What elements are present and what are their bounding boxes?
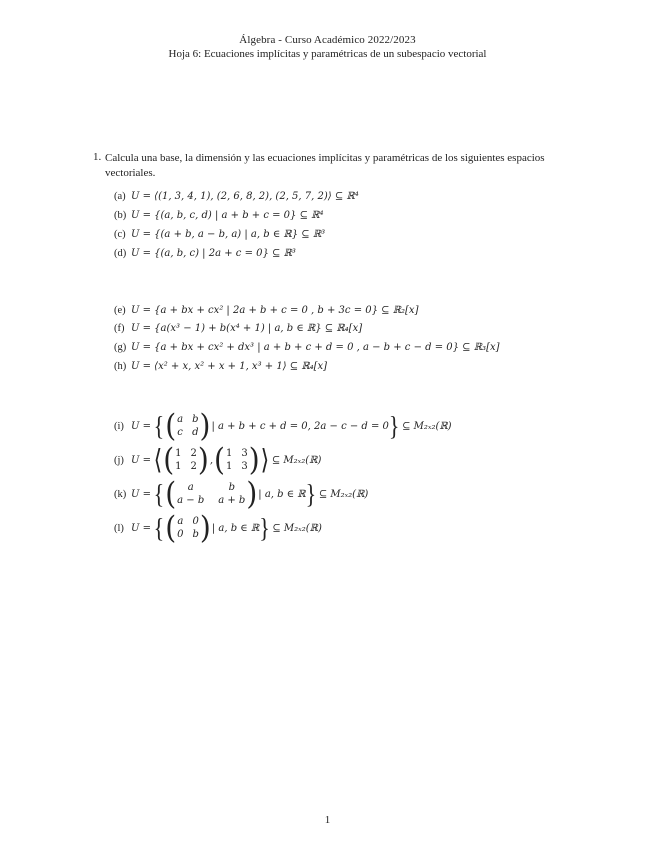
item-label: (d) [114, 248, 127, 259]
item-e [114, 305, 418, 316]
matrix-entry: a − b [177, 494, 205, 506]
matrix-left-paren: ( [165, 407, 177, 444]
item-lead: U = [131, 454, 151, 466]
matrix-entry: b [228, 481, 235, 493]
item-h [114, 361, 327, 372]
matrix-entry: 1 [225, 447, 233, 459]
matrix-left-paren: ( [163, 441, 175, 478]
item-expression: U = {(a, b, c, d) | a + b + c = 0} ⊆ ℝ⁴ [131, 210, 324, 221]
item-k [114, 475, 369, 512]
exercise-number: 1. [93, 151, 102, 163]
item-condition: | a, b ∈ ℝ [211, 522, 260, 534]
open-brace: { [153, 511, 165, 543]
matrix-entry: a + b [218, 494, 246, 506]
item-expression: U = ⟨x² + x, x² + x + 1, x³ + 1⟩ ⊆ ℝ₄[x] [131, 361, 328, 372]
open-angle: ⟨ [153, 443, 163, 475]
item-superset: ⊆ M₂ₓ₂(ℝ) [272, 522, 322, 534]
matrix-entry: 0 [177, 528, 184, 540]
item-label: (j) [114, 454, 124, 466]
item-lead: U = [131, 420, 151, 432]
item-expression: U = {a + bx + cx² | 2a + b + c = 0 , b + 3c = 0} ⊆ ℝ₂[x] [131, 305, 419, 316]
matrix-entry: a [177, 413, 184, 425]
close-brace: } [259, 511, 270, 543]
item-i [114, 407, 452, 444]
matrix-right-paren: ) [197, 441, 209, 478]
item-a [114, 191, 359, 202]
item-b [114, 210, 323, 221]
close-brace: } [388, 409, 400, 441]
matrix-right-paren: ) [199, 407, 211, 444]
matrix-right-paren: ) [199, 509, 211, 546]
item-condition: | a, b ∈ ℝ [258, 488, 306, 500]
matrix-right-paren: ) [248, 441, 260, 478]
comma: , [209, 454, 214, 466]
matrix [164, 475, 258, 512]
item-lead: U = [131, 522, 151, 534]
open-brace: { [153, 409, 165, 441]
matrix-right-paren: ) [246, 475, 258, 512]
item-superset: ⊆ M₂ₓ₂(ℝ) [318, 488, 369, 500]
item-superset: ⊆ M₂ₓ₂(ℝ) [271, 454, 322, 466]
matrix [213, 441, 261, 478]
item-label: (e) [114, 305, 126, 316]
exercise-statement: Calcula una base, la dimensión y las ecuaciones implícitas y paramétricas de los siguientes espacios vectoriales. [105, 152, 545, 179]
matrix-left-paren: ( [165, 509, 177, 546]
matrix-left-paren: ( [214, 441, 225, 478]
item-j [114, 441, 322, 478]
matrix-entry: 2 [190, 447, 197, 459]
item-superset: ⊆ M₂ₓ₂(ℝ) [402, 420, 452, 432]
page-number: 1 [324, 814, 331, 826]
item-label: (l) [114, 522, 124, 534]
matrix-entry: a [177, 515, 184, 527]
matrix-entry: 1 [175, 460, 182, 472]
matrix-entry: 3 [241, 447, 248, 459]
matrix-entry: a [187, 481, 194, 493]
matrix-entry: 1 [175, 447, 182, 459]
item-expression: U = {a + bx + cx² + dx³ | a + b + c + d = 0 , a − b + c − d = 0} ⊆ ℝ₃[x] [131, 342, 500, 353]
matrix-entry: b [192, 413, 199, 425]
matrix-entry: 3 [241, 460, 248, 472]
item-label: (c) [114, 229, 126, 240]
item-g [114, 342, 500, 353]
item-d [114, 248, 296, 259]
item-expression: U = {(a, b, c) | 2a + c = 0} ⊆ ℝ³ [131, 248, 296, 259]
item-label: (i) [114, 420, 124, 432]
matrix [162, 441, 210, 478]
item-c [114, 229, 325, 240]
matrix-entry: c [177, 426, 183, 438]
item-label: (k) [114, 488, 127, 500]
sheet-title: Álgebra - Curso Académico 2022/2023 [239, 34, 416, 46]
open-brace: { [153, 477, 165, 509]
item-expression: U = {a(x³ − 1) + b(x⁴ + 1) | a, b ∈ ℝ} ⊆ ℝ₄[x] [131, 323, 363, 334]
close-angle: ⟩ [260, 443, 270, 475]
item-expression: U = {(a + b, a − b, a) | a, b ∈ ℝ} ⊆ ℝ³ [131, 229, 326, 240]
matrix [164, 407, 211, 444]
item-l [114, 509, 322, 546]
item-condition: | a + b + c + d = 0, 2a − c − d = 0 [211, 420, 389, 432]
matrix-left-paren: ( [165, 475, 177, 512]
matrix-entry: 0 [192, 515, 199, 527]
item-lead: U = [131, 488, 151, 500]
close-brace: } [305, 477, 317, 509]
item-label: (h) [114, 361, 127, 372]
matrix-entry: d [192, 426, 199, 438]
matrix-entry: 1 [225, 460, 233, 472]
sheet-subtitle: Hoja 6: Ecuaciones implícitas y paramétricas de un subespacio vectorial [168, 48, 487, 60]
item-expression: U = ⟨(1, 3, 4, 1), (2, 6, 8, 2), (2, 5, 7, 2)⟩ ⊆ ℝ⁴ [131, 191, 359, 202]
matrix-entry: b [192, 528, 199, 540]
matrix-entry: 2 [190, 460, 197, 472]
item-label: (b) [114, 210, 127, 221]
item-label: (a) [114, 191, 126, 202]
item-label: (g) [114, 342, 127, 353]
item-label: (f) [114, 323, 125, 334]
matrix [164, 509, 212, 546]
item-f [114, 323, 362, 334]
